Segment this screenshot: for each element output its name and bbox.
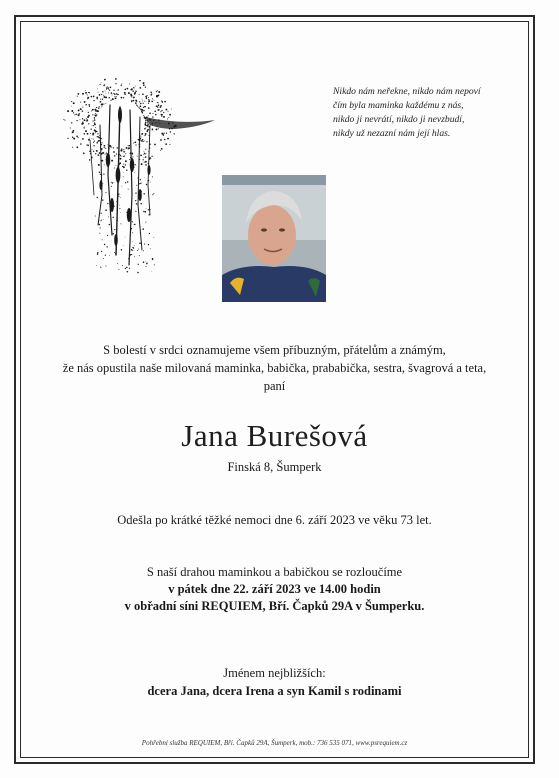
family-label: Jménem nejbližších: (223, 666, 326, 680)
death-notice: Odešla po krátké těžké nemoci dne 6. září 2023 ve věku 73 let. (117, 513, 432, 527)
poem-line: čím byla maminka každému z nás, (333, 100, 464, 111)
moon-reeds-ornament-icon (50, 65, 230, 285)
family-names: dcera Jana, dcera Irena a syn Kamil s rodinami (147, 684, 402, 698)
portrait-photo (222, 175, 326, 302)
intro-line: S bolestí v srdci oznamujeme všem příbuzným, přátelům a známým, (103, 343, 446, 357)
poem-line: nikdy už nezazní nám její hlas. (333, 128, 451, 139)
intro-line: že nás opustila naše milovaná maminka, babička, prababička, sestra, švagrová a teta, (62, 361, 487, 375)
funeral-date: v pátek dne 22. září 2023 ve 14.00 hodin (168, 582, 381, 596)
deceased-address: Finská 8, Šumperk (227, 460, 322, 474)
funeral-line: S naší drahou maminkou a babičkou se rozloučíme (146, 565, 403, 579)
funeral-venue: v obřadní síni REQUIEM, Bří. Čapků 29A v Šumperku. (124, 599, 425, 613)
memorial-poem (333, 85, 518, 141)
poem-line: Nikdo nám neřekne, nikdo nám nepoví (333, 86, 481, 97)
poem-line: nikdo ji nevrátí, nikdo ji nevzbudí, (333, 114, 465, 125)
funeral-details (20, 564, 529, 615)
funeral-service-footer: Pohřební služba REQUIEM, Bří. Čapků 29A, Šumperk, mob.: 736 535 071, www.psrequiem.cz (141, 739, 408, 747)
intro-line: paní (263, 379, 286, 393)
announcement-intro (20, 341, 529, 395)
deceased-name: Jana Burešová (181, 418, 368, 453)
